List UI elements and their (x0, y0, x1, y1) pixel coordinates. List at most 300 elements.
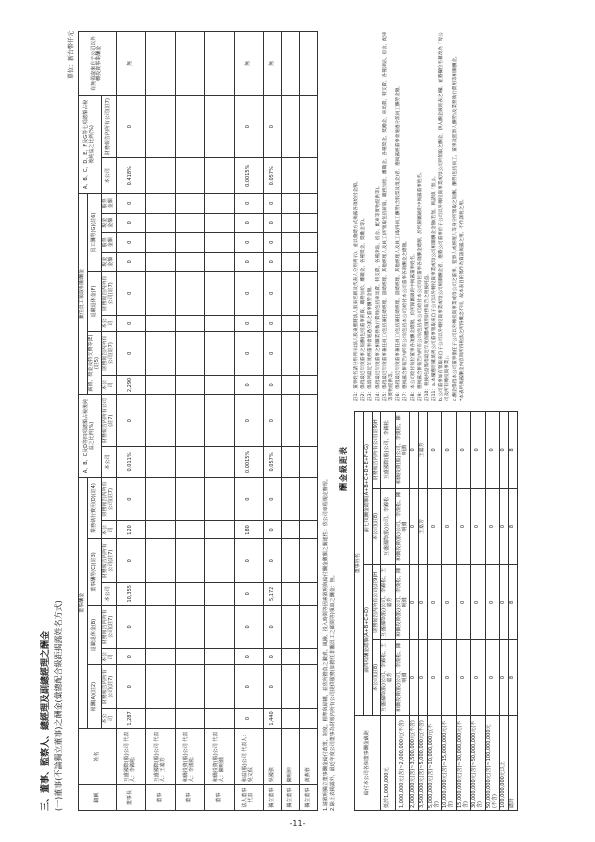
cell-f2: 0 (263, 272, 281, 316)
sub-all: 財務報告內所有公司(註7) (101, 331, 116, 375)
pay-cell-range: 10,000,000元(含)~15,000,000元(不含) (441, 715, 456, 810)
cell-b: 0 (263, 649, 281, 665)
pay-cell-v2: 0 (470, 565, 485, 640)
cell-name: 和僑投資(股)公司 代表人：李漢松 (175, 728, 205, 784)
header-col-c: 董事酬勞(C)(註3) (87, 539, 102, 605)
cell-a2 (281, 665, 299, 709)
footnote-other-services: 2.除上表揭露外，最近年度公司董事為財報內所有公司提供服務(如擔任非屬員工之顧問等)領取之酬金：無。 (329, 572, 336, 811)
pay-cell-v1: 0 (499, 640, 508, 715)
cell-a2: 0 (116, 665, 146, 709)
pay-cell-v2: 和僑投資(股)公司、李漢松、陳明淵 (395, 565, 410, 640)
cell-name: 和益(股)公司 代表人：吳文侃 (234, 728, 264, 784)
cell-c: 10,355 (116, 583, 146, 606)
cell-a2 (204, 665, 234, 709)
cell-g4 (299, 194, 317, 213)
pay-cell-v4: 0 (456, 412, 471, 489)
cell-a (145, 709, 175, 729)
cell-f2 (145, 272, 175, 316)
cell-e (281, 375, 299, 395)
cell-r4: 0 (234, 95, 264, 158)
cell-r4: 0 (263, 95, 281, 158)
cell-g2 (175, 233, 205, 252)
cell-d2: 0 (263, 477, 281, 521)
cell-g (175, 252, 205, 271)
header-employee-group: 兼任員工領取相關酬金 (78, 194, 87, 395)
pay-row (456, 412, 471, 811)
cell-a2 (175, 665, 205, 709)
pay-cell-range: 50,000,000元(含)~100,000,000元(不含) (485, 715, 500, 810)
sub-company: 本公司 (101, 521, 116, 539)
cell-c (281, 583, 299, 606)
cell-g (145, 252, 175, 271)
pay-cell-v3: 0 (441, 488, 456, 565)
notes-block (354, 31, 467, 401)
cell-r4 (299, 95, 317, 158)
cell-g3 (204, 213, 234, 232)
sub-all: 財務報告內所有公司(註7) (101, 272, 116, 316)
cell-r2: 0 (263, 395, 281, 447)
note-line: c.酬金係指本公司董事擔任子公司以外轉投資事業或母公司之董事、監察人或經理人等身分所領取之報酬、酬勞(包括員工、董事及監察人酬勞)及業務執行費用等相關酬金。 (452, 53, 458, 401)
cell-title: 董事長 (116, 785, 146, 811)
cell-other: 無 (234, 32, 264, 96)
pay-cell-v1: 和僑投資(股)公司、李漢松、陳明淵 (395, 640, 410, 715)
cell-b2 (204, 605, 234, 649)
cell-d: 0 (263, 521, 281, 539)
cell-g (204, 252, 234, 271)
cell-title: 法人董事代表 (234, 785, 264, 811)
pay-cell-range: 低於1,000,000元 (380, 715, 395, 810)
cell-other (175, 32, 205, 96)
cell-g: 0 (116, 252, 146, 271)
cell-d2: 0 (234, 477, 264, 521)
note-line: 註3：係填列最近年度經董事會通過分派之董事酬勞金額。 (367, 283, 373, 401)
cell-e: 2,290 (116, 375, 146, 395)
cell-r4: 0 (116, 95, 146, 158)
cell-other (145, 32, 175, 96)
cell-a: 1,287 (116, 709, 146, 729)
cell-g: 0 (263, 252, 281, 271)
table-row (281, 32, 299, 811)
sub-company: 本公司 (101, 158, 116, 194)
note-line: *本表所揭露酬金內容與所得稅法之所得概念不同，故本表目的係作為資訊揭露之用，不作課稅之用。 (459, 196, 465, 401)
cell-r1 (299, 447, 317, 478)
cell-e: 0 (263, 375, 281, 395)
cell-name: 陳明坤 (281, 728, 299, 784)
pay-cell-v2: 0 (418, 565, 427, 640)
cell-r1 (145, 447, 175, 478)
cell-g3 (299, 213, 317, 232)
pay-cell-v3: 0 (427, 488, 442, 565)
pay-cell-v4: 0 (485, 412, 500, 489)
cell-f2: 0 (116, 272, 146, 316)
cell-c2 (145, 539, 175, 583)
cell-b: 0 (116, 649, 146, 665)
pay-cell-range: 15,000,000元(含)~30,000,000元(不含) (456, 715, 471, 810)
cell-g2 (204, 233, 234, 252)
cell-c (145, 583, 175, 606)
pay-header-range: 給付本公司各個董事酬金級距 (354, 715, 380, 810)
pay-cell-v2: 0 (427, 565, 442, 640)
cell-g: 0 (234, 252, 264, 271)
pay-cell-v1: 0 (456, 640, 471, 715)
cell-name: 互盛國際(股)公司 代表人：王嘉芳 (145, 728, 175, 784)
pay-cell-v3: 8 (508, 488, 517, 565)
sub-cash: 現金金額 (101, 213, 116, 232)
pay-cell-range: 2,000,000元(含)~3,500,000元(不含) (409, 715, 418, 810)
cell-c2 (299, 539, 317, 583)
pay-cell-v2: 0 (456, 565, 471, 640)
cell-e2 (204, 331, 234, 375)
cell-b2 (175, 605, 205, 649)
cell-r3 (175, 158, 205, 194)
cell-r1: 0.0015% (234, 447, 264, 478)
pay-row (470, 412, 485, 811)
sub-company: 本公司 (101, 315, 116, 331)
cell-a (175, 709, 205, 729)
pay-cell-v3: 王嘉芳 (418, 488, 427, 565)
director-remuneration-table (78, 31, 318, 811)
header-col-g: 員工酬勞(G)(註6) (87, 194, 102, 272)
cell-d: 120 (116, 521, 146, 539)
cell-d2: 0 (116, 477, 146, 521)
note-line: 註7：應揭露合併報告內所有公司(包括本公司)給付本公司董事各項酬金之總額。 (402, 238, 408, 401)
cell-title: 董事 (204, 785, 234, 811)
cell-title: 董事 (145, 785, 175, 811)
pay-cell-v4: 8 (508, 412, 517, 489)
pay-cell-v4: 0 (499, 412, 508, 489)
table-row (175, 32, 205, 811)
header-ratio-abcd: A、B、C及D等四項總額占稅後純益之比例(%) (78, 395, 101, 478)
footnote-policy: 1.請敘明獨立董事酬金給付政策、制度、標準與結構，並依所擔負之職責、風險、投入時間等因素敘明與給付酬金數額之關連性：依公司章程規定辦理。 (322, 476, 329, 811)
cell-b (299, 649, 317, 665)
note-line: 註10：稅後純益係指最近年度個體或個別財務報告之稅後純益。 (424, 271, 430, 401)
note-line: 註8：本公司給付每位董事各項酬金總額，於所歸屬級距中揭露董事姓名。 (410, 251, 415, 401)
cell-title: 獨立董事 (281, 785, 299, 811)
cell-f (175, 315, 205, 331)
note-line: 註9：應揭露合併報告內所有公司(包括本公司)給付本公司每位董事各項酬金總額，於所歸屬級距中揭露董事姓名。 (417, 169, 423, 401)
header-col-f: 退職退休金(F) (87, 272, 102, 332)
cell-f: 0 (234, 315, 264, 331)
pay-cell-range: 1,000,000元(含)~2,000,000元(不含) (395, 715, 410, 810)
sub-company: 本公司 (101, 447, 116, 478)
pay-header-all: 財務報告內所有公司(註9)H (372, 565, 381, 640)
pay-cell-v4: 0 (441, 412, 456, 489)
cell-g4 (145, 194, 175, 213)
sub-company: 本公司 (101, 583, 116, 606)
cell-b2: 0 (116, 605, 146, 649)
table-row (116, 32, 146, 811)
pay-cell-v4: 0 (427, 412, 442, 489)
cell-f: 0 (116, 315, 146, 331)
cell-r2: 0 (116, 395, 146, 447)
pay-cell-range: 100,000,000元以上 (499, 715, 508, 810)
cell-r3 (299, 158, 317, 194)
header-col-a: 報酬(A)(註2) (87, 665, 102, 728)
page-number: -11- (289, 819, 306, 828)
cell-e2 (145, 331, 175, 375)
header-other: 有無領取來自子公司以外轉投資事業酬金 (78, 32, 116, 96)
cell-r2: 0 (234, 395, 264, 447)
header-director-group: 董事酬金 (78, 477, 87, 728)
cell-b2 (145, 605, 175, 649)
pay-cell-v2: 0 (441, 565, 456, 640)
cell-r1 (175, 447, 205, 478)
cell-c (175, 583, 205, 606)
cell-g (281, 252, 299, 271)
cell-title: 獨立董事 (299, 785, 317, 811)
cell-f2 (281, 272, 299, 316)
header-col-b: 退職退休金(B) (87, 605, 102, 665)
cell-c: 5,172 (263, 583, 281, 606)
note-line: 註1：董事姓名請分別列示(法人股東應將法人股東名稱及代表人分別列示)，並以彙總方式揭露各項給付金額。 (353, 178, 359, 401)
cell-d (299, 521, 317, 539)
cell-c (204, 583, 234, 606)
pay-cell-v4: 0 (409, 412, 418, 489)
cell-title: 董事 (175, 785, 205, 811)
table-row (299, 32, 317, 811)
cell-r3 (281, 158, 299, 194)
cell-c2 (204, 539, 234, 583)
cell-g4: 0 (234, 194, 264, 213)
note-line: 註4：係指最近年度董事之相關業務執行費用(包括車馬費、特支費、各種津貼、宿舍、配車等實物提供等)。 (375, 183, 381, 401)
pay-cell-v3: 0 (499, 488, 508, 565)
cell-d (281, 521, 299, 539)
cell-g3 (281, 213, 299, 232)
unit-label: 單位：新台幣仟元 (67, 31, 75, 80)
sub-company: 本公司 (101, 709, 116, 729)
header-col-e: 薪資、獎金及特支費等(E)(註5) (87, 331, 102, 394)
cell-a: 0 (234, 709, 264, 729)
cell-e (204, 375, 234, 395)
pay-range-table (354, 411, 518, 811)
pay-row (409, 412, 418, 811)
cell-r2 (145, 395, 175, 447)
note-line: b.公司董事如有領取來自子公司以外轉投資事業或母公司相關酬金者，應將公司董事於子公司以外轉投資事業或母公司所領取之酬金，併入酬金級距表之I欄，並將欄位名稱改為「母公司及所有轉投資事業」。 (438, 32, 450, 401)
cell-r1 (281, 447, 299, 478)
pay-row (485, 412, 500, 811)
pay-row (395, 412, 410, 811)
cell-r2 (175, 395, 205, 447)
note-line: 註5：係指最近年度董事兼任員工(包括兼任總經理、副總經理、其他經理人及員工)所領取包括薪資、職務加給、離職金、各種獎金、獎勵金、車馬費、特支費、各種津貼、宿舍、配車等實物提供等。 (382, 31, 394, 401)
cell-e2 (299, 331, 317, 375)
pay-cell-v3: 0 (470, 488, 485, 565)
cell-g3: 0 (116, 213, 146, 232)
pay-header-all: 財務報告內所有公司(註9)H (372, 412, 381, 489)
cell-f (299, 315, 317, 331)
cell-g4: 0 (116, 194, 146, 213)
cell-b (204, 649, 234, 665)
pay-cell-v3: 互盛國際(股)公司、李錦松 (380, 488, 395, 565)
cell-r1 (204, 447, 234, 478)
cell-g3 (175, 213, 205, 232)
pay-cell-v1: 8 (508, 640, 517, 715)
pay-cell-v3: 和僑投資(股)公司、李漢松、陳明淵 (395, 488, 410, 565)
cell-d (145, 521, 175, 539)
header-col-d: 業務執行費用(D)(註4) (87, 477, 102, 539)
note-line: 註6：係指最近年度董事兼任員工(包括兼任總經理、副總經理、其他經理人及員工)取得員工酬勞(含股票及現金)者，應揭露經董事會通過分派員工酬勞金額。 (395, 83, 401, 401)
cell-other (281, 32, 299, 96)
cell-g (299, 252, 317, 271)
pay-cell-v1: 0 (485, 640, 500, 715)
cell-name: 黃燕蓉 (299, 728, 317, 784)
cell-r1: 0.011% (116, 447, 146, 478)
cell-title: 獨立董事 (263, 785, 281, 811)
pay-cell-v1: 0 (409, 640, 418, 715)
cell-g2: 0 (263, 233, 281, 252)
cell-r3 (204, 158, 234, 194)
cell-d (175, 521, 205, 539)
cell-g3 (145, 213, 175, 232)
pay-cell-v3: 0 (485, 488, 500, 565)
cell-f2 (299, 272, 317, 316)
cell-g2: 0 (234, 233, 264, 252)
cell-a2: 0 (263, 665, 281, 709)
cell-e2: 0 (234, 331, 264, 375)
cell-b2: 0 (263, 605, 281, 649)
sub-company: 本公司 (101, 649, 116, 665)
cell-a (281, 709, 299, 729)
pay-cell-v1: 0 (418, 640, 427, 715)
cell-r3 (145, 158, 175, 194)
sub-stock: 股票金額 (101, 194, 116, 213)
footnote-block (322, 31, 336, 811)
cell-e2 (175, 331, 205, 375)
pay-cell-v1: 0 (470, 640, 485, 715)
pay-cell-v4: 0 (470, 412, 485, 489)
cell-other: 無 (116, 32, 146, 96)
pay-row (508, 412, 517, 811)
pay-row (380, 412, 395, 811)
cell-r2 (281, 395, 299, 447)
pay-header-abcd: 前四項酬金總額(A+B+C+D) (363, 565, 372, 715)
pay-header-names: 董事姓名 (354, 412, 363, 716)
cell-a: 1,440 (263, 709, 281, 729)
cell-f2: 0 (234, 272, 264, 316)
sub-all: 財務報告內所有公司(註7) (101, 665, 116, 709)
section-subtitle: (一)董事(不論獨立董事)之酬金(彙總配合級距揭露姓名方式) (53, 600, 63, 811)
header-ratio-all: A、B、C、D、E、F及G等七項總額占稅後純益之比例(%) (78, 95, 101, 193)
cell-g3: 0 (263, 213, 281, 232)
cell-c (299, 583, 317, 606)
sub-cash: 現金金額 (101, 252, 116, 271)
pay-cell-v4: 王嘉芳 (418, 412, 427, 489)
cell-a2 (145, 665, 175, 709)
pay-cell-v3: 0 (456, 488, 471, 565)
cell-c: 0 (234, 583, 264, 606)
cell-g3: 0 (234, 213, 264, 232)
pay-header-company: 本公司(註8) (372, 488, 381, 565)
pay-cell-v2: 0 (499, 565, 508, 640)
pay-cell-v1: 互盛國際(股)公司、李錦松、王嘉芳 (380, 640, 395, 715)
sub-all: 財務報告內所有公司(註7) (101, 477, 116, 521)
cell-f2 (175, 272, 205, 316)
cell-c2: 0 (116, 539, 146, 583)
cell-b (145, 649, 175, 665)
cell-other (299, 32, 317, 96)
cell-b (175, 649, 205, 665)
table-row (204, 32, 234, 811)
cell-e (145, 375, 175, 395)
cell-e: 0 (234, 375, 264, 395)
cell-a2 (299, 665, 317, 709)
cell-b2 (281, 605, 299, 649)
cell-name: 吳國強 (263, 728, 281, 784)
cell-b2 (299, 605, 317, 649)
cell-g2 (145, 233, 175, 252)
pay-cell-v3: 0 (409, 488, 418, 565)
cell-other (204, 32, 234, 96)
table-row (263, 32, 281, 811)
sub-stock: 股票金額 (101, 233, 116, 252)
cell-r3: 0.418% (116, 158, 146, 194)
pay-cell-v1: 0 (441, 640, 456, 715)
cell-r3: 0.057% (263, 158, 281, 194)
sub-all: 財務報告內所有公司(註7) (101, 605, 116, 649)
cell-name: 和僑投資(股)公司 代表人：陳明淵 (204, 728, 234, 784)
cell-d2 (281, 477, 299, 521)
pay-cell-v2: 8 (508, 565, 517, 640)
cell-a (204, 709, 234, 729)
cell-r1: 0.057% (263, 447, 281, 478)
cell-d (204, 521, 234, 539)
pay-cell-v2: 互盛國際(股)公司、李錦松、王嘉芳 (380, 565, 395, 640)
cell-a2: 0 (234, 665, 264, 709)
cell-f (145, 315, 175, 331)
cell-d2 (299, 477, 317, 521)
cell-r4 (145, 95, 175, 158)
cell-g4 (281, 194, 299, 213)
cell-c2: 0 (234, 539, 264, 583)
pay-row (441, 412, 456, 811)
table-row (145, 32, 175, 811)
cell-d2 (175, 477, 205, 521)
cell-g4 (204, 194, 234, 213)
cell-c2 (175, 539, 205, 583)
pay-cell-range: 總計 (508, 715, 517, 810)
pay-header-company: 本公司(註8) (372, 640, 381, 715)
sub-company: 本公司 (101, 375, 116, 395)
pay-header-abcdefg: 前七項酬金總額(A+B+C+D+E+F+G) (363, 412, 372, 565)
rotated-page (38, 31, 558, 811)
cell-e2: 0 (263, 331, 281, 375)
cell-d2 (204, 477, 234, 521)
pay-cell-v4: 和僑投資(股)公司、李漢松、陳明淵 (395, 412, 410, 489)
cell-f2 (204, 272, 234, 316)
cell-c2 (281, 539, 299, 583)
cell-e (175, 375, 205, 395)
pay-row (418, 412, 427, 811)
cell-g2 (281, 233, 299, 252)
cell-r4 (175, 95, 205, 158)
cell-g4: 0 (263, 194, 281, 213)
section-title: 三、董事、監察人、總經理及副總經理之酬金 (40, 630, 51, 811)
cell-d2 (145, 477, 175, 521)
note-line: 註11：a.本欄應明確填列公司董事領取來自子公司以外轉投資事業或母公司相關酬金金額(若無，則請填「無」)。 (431, 173, 437, 401)
cell-g2 (299, 233, 317, 252)
sub-all: 財務報告內所有公司(註7) (101, 395, 116, 447)
cell-g4 (175, 194, 205, 213)
cell-g2: 0 (116, 233, 146, 252)
cell-r2 (299, 395, 317, 447)
pay-cell-v2: 0 (485, 565, 500, 640)
header-title: 職稱 (78, 785, 116, 811)
pay-cell-range: 5,000,000元(含)~10,000,000元(不含) (427, 715, 442, 810)
cell-b2: 0 (234, 605, 264, 649)
cell-r4 (281, 95, 299, 158)
cell-e (299, 375, 317, 395)
cell-e2: 0 (116, 331, 146, 375)
sub-all: 財務報告內所有公司(註7) (101, 95, 116, 158)
